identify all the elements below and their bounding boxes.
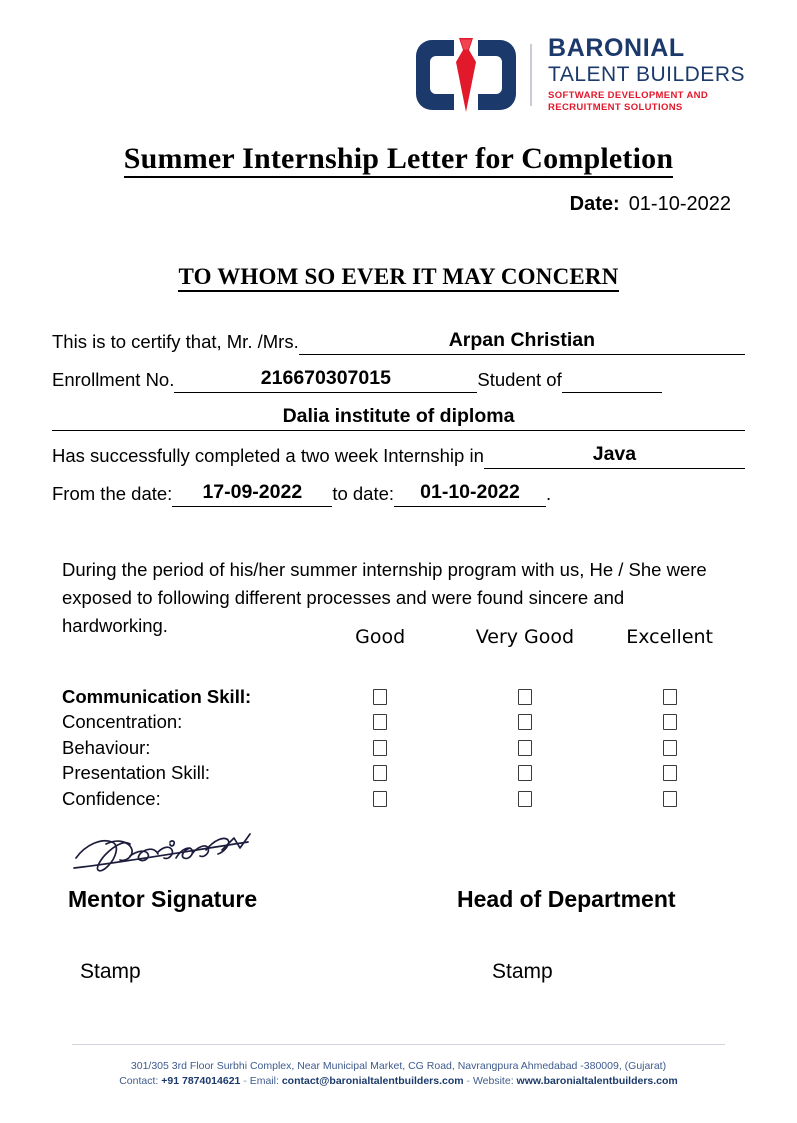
footer-website-label: Website: xyxy=(472,1075,514,1088)
footer-phone[interactable]: +91 7874014621 xyxy=(161,1075,241,1088)
student-name-value: Arpan Christian xyxy=(448,329,595,351)
internship-subject-value: Java xyxy=(592,443,637,465)
student-name-field[interactable] xyxy=(299,328,745,355)
rating-label: Concentration: xyxy=(62,711,183,733)
rating-cell-good[interactable] xyxy=(308,791,453,807)
checkbox-icon[interactable] xyxy=(518,714,532,730)
footer-divider xyxy=(72,1044,725,1045)
concern-heading xyxy=(0,264,797,290)
table-row xyxy=(62,761,742,787)
certify-prefix-label: This is to certify that, Mr. /Mrs. xyxy=(52,331,299,352)
rating-cell-good[interactable] xyxy=(308,765,453,781)
footer-contact-line xyxy=(0,1074,797,1089)
checkbox-icon[interactable] xyxy=(518,791,532,807)
completed-prefix-label: Has successfully completed a two week Internship in xyxy=(52,445,484,466)
checkbox-icon[interactable] xyxy=(663,765,677,781)
checkbox-icon[interactable] xyxy=(518,765,532,781)
ratings-header-row xyxy=(62,626,742,648)
rating-cell-excellent[interactable] xyxy=(597,689,742,705)
brand-tagline-line-2: RECRUITMENT SOLUTIONS xyxy=(548,102,683,113)
baronial-cd-necktie-logo-icon xyxy=(414,32,518,118)
rating-cell-very-good[interactable] xyxy=(453,714,598,730)
from-date-value: 17-09-2022 xyxy=(202,481,303,503)
ratings-header-spacer xyxy=(62,626,308,648)
brand-tagline-line-1: SOFTWARE DEVELOPMENT AND xyxy=(548,90,709,102)
rating-cell-excellent[interactable] xyxy=(597,765,742,781)
enrollment-label: Enrollment No. xyxy=(52,369,175,390)
enrollment-value: 216670307015 xyxy=(260,367,391,389)
rating-cell-very-good[interactable] xyxy=(453,765,598,781)
from-date-field[interactable] xyxy=(172,480,332,507)
checkbox-icon[interactable] xyxy=(663,791,677,807)
period-row xyxy=(52,480,745,507)
ratings-table xyxy=(62,626,742,812)
checkbox-icon[interactable] xyxy=(518,689,532,705)
table-row xyxy=(62,684,742,710)
checkbox-icon[interactable] xyxy=(373,689,387,705)
rating-label: Presentation Skill: xyxy=(62,762,211,784)
concern-heading-text: TO WHOM SO EVER IT MAY CONCERN xyxy=(178,264,618,292)
ratings-column-good: Good xyxy=(355,626,406,648)
stamp-label-left: Stamp xyxy=(80,960,141,983)
rating-cell-good[interactable] xyxy=(308,740,453,756)
footer xyxy=(0,1059,797,1089)
date-label: Date: xyxy=(569,193,620,215)
page-title xyxy=(0,142,797,176)
logo-divider xyxy=(530,44,532,106)
rating-cell-excellent[interactable] xyxy=(597,740,742,756)
table-row xyxy=(62,735,742,761)
footer-address: 301/305 3rd Floor Surbhi Complex, Near Municipal Market, CG Road, Navrangpura Ahmedabad -380009, (Gujarat) xyxy=(130,1060,667,1072)
footer-email-label: Email: xyxy=(249,1075,279,1088)
rating-cell-excellent[interactable] xyxy=(597,714,742,730)
enrollment-field[interactable] xyxy=(174,366,477,393)
checkbox-icon[interactable] xyxy=(373,714,387,730)
rating-cell-good[interactable] xyxy=(308,689,453,705)
checkbox-icon[interactable] xyxy=(663,714,677,730)
checkbox-icon[interactable] xyxy=(373,765,387,781)
brand-name: BARONIAL xyxy=(548,34,685,63)
period-suffix: . xyxy=(546,483,552,504)
brand-tagline xyxy=(548,90,745,114)
institute-field[interactable] xyxy=(52,404,745,431)
to-date-field[interactable] xyxy=(394,480,546,507)
rating-cell-very-good[interactable] xyxy=(453,740,598,756)
rating-cell-good[interactable] xyxy=(308,714,453,730)
date-value: 01-10-2022 xyxy=(628,193,731,215)
institute-row xyxy=(52,404,745,431)
to-date-label: to date: xyxy=(332,483,395,504)
student-of-field[interactable] xyxy=(562,366,662,393)
brand-wordmark xyxy=(548,36,745,114)
enrollment-row xyxy=(52,366,745,393)
rating-cell-very-good[interactable] xyxy=(453,791,598,807)
student-of-label: Student of xyxy=(477,369,562,390)
handwritten-signature-icon xyxy=(72,828,262,880)
footer-separator-1: - xyxy=(243,1075,247,1088)
institute-value: Dalia institute of diploma xyxy=(282,405,515,427)
checkbox-icon[interactable] xyxy=(518,740,532,756)
rating-cell-very-good[interactable] xyxy=(453,689,598,705)
table-row xyxy=(62,710,742,736)
checkbox-icon[interactable] xyxy=(373,740,387,756)
to-date-value: 01-10-2022 xyxy=(420,481,520,503)
ratings-column-very-good: Very Good xyxy=(475,626,575,648)
head-of-department-label: Head of Department xyxy=(457,886,676,912)
mentor-signature-label: Mentor Signature xyxy=(68,886,258,912)
footer-website[interactable]: www.baronialtalentbuilders.com xyxy=(516,1075,678,1088)
document-date xyxy=(570,193,731,216)
ratings-column-excellent: Excellent xyxy=(626,626,714,648)
footer-email[interactable]: contact@baronialtalentbuilders.com xyxy=(281,1075,464,1088)
rating-label: Communication Skill: xyxy=(62,685,252,707)
rating-cell-excellent[interactable] xyxy=(597,791,742,807)
checkbox-icon[interactable] xyxy=(663,740,677,756)
rating-label: Confidence: xyxy=(62,787,161,809)
subject-row xyxy=(52,442,745,469)
from-date-label: From the date: xyxy=(52,483,173,504)
certificate-body xyxy=(52,328,745,518)
rating-label: Behaviour: xyxy=(62,736,151,758)
stamp-label-right: Stamp xyxy=(492,960,553,983)
page-title-text: Summer Internship Letter for Completion xyxy=(124,142,673,178)
footer-separator-2: - xyxy=(466,1075,471,1088)
brand-subtitle: TALENT BUILDERS xyxy=(548,63,745,87)
name-row xyxy=(52,328,745,355)
footer-contact-label: Contact: xyxy=(119,1075,159,1088)
body-paragraph: During the period of his/her summer internship program with us, He / She were exposed to following different processes and were found sincere and hardworking. xyxy=(62,559,707,637)
ratings-body xyxy=(62,684,742,812)
internship-subject-field[interactable] xyxy=(484,442,745,469)
checkbox-icon[interactable] xyxy=(663,689,677,705)
brand-logo xyxy=(414,32,745,118)
table-row xyxy=(62,786,742,812)
checkbox-icon[interactable] xyxy=(373,791,387,807)
